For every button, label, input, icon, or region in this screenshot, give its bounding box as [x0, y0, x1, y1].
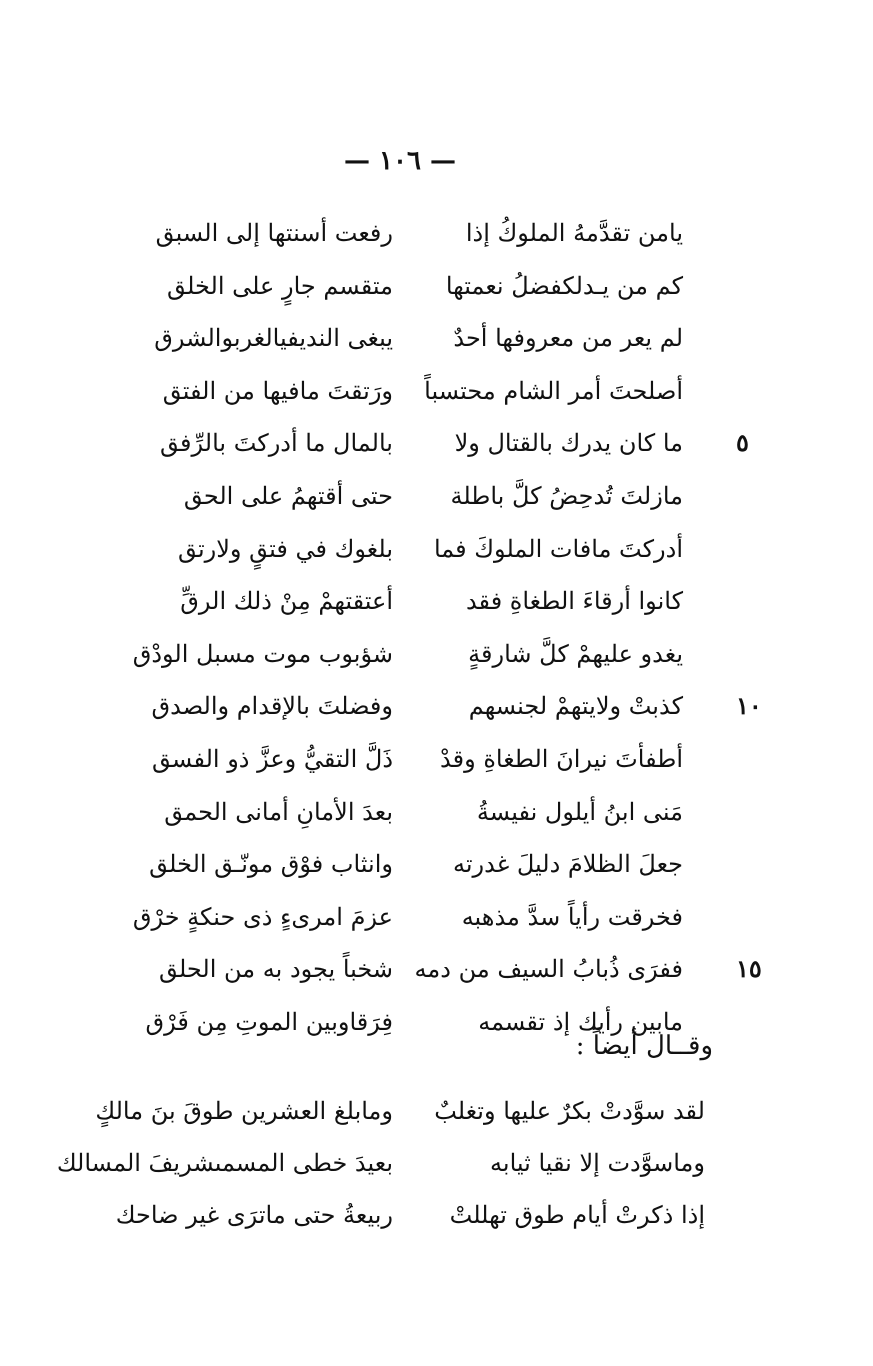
verse-second-hemistich: بالمال ما أدركتَ بالرِّفق — [160, 429, 393, 458]
verse-first-hemistich: مازلتَ تُدحِضُ كلَّ باطلة — [450, 482, 683, 510]
verse-second-hemistich: بعدَ الأمانِ أمانى الحمق — [164, 797, 393, 826]
verse-row — [0, 312, 873, 364]
verse-second-hemistich: فِرَقاوبين الموتِ مِن فَرْق — [145, 1008, 393, 1036]
verse-first-hemistich: أدركتَ مافات الملوكَ فما — [433, 534, 683, 563]
verse-first-hemistich: كانوا أرقاءَ الطغاةِ فقد — [465, 587, 683, 616]
verse-second-hemistich: رفعت أسنتها إلى السبق — [155, 219, 393, 247]
verse-second-hemistich: ذَلَّ التقيُّ وعزَّ ذو الفسق — [152, 745, 393, 773]
verse-row — [0, 680, 873, 732]
verse-first-hemistich: كم من يـدلكفضلُ نعمتها — [445, 271, 683, 300]
verse-row — [0, 1137, 873, 1189]
verse-second-hemistich: عزمَ امرىءٍ ذى حنكةٍ خرْق — [132, 902, 393, 931]
verse-second-hemistich: يبغى النديفيالغربوالشرق — [154, 324, 393, 353]
verse-first-hemistich: أصلحتَ أمر الشام محتسباً — [424, 376, 683, 405]
verse-second-hemistich: بعيدَ خطى المسمىشريفَ المسالك — [56, 1149, 393, 1177]
verse-row — [0, 417, 873, 469]
verse-second-hemistich: ومابلغ العشرين طوقَ بنَ مالكٍ — [95, 1097, 393, 1125]
verse-first-hemistich: إذا ذكرتْ أيام طوق تهللتْ — [449, 1201, 705, 1229]
verse-row — [0, 575, 873, 627]
verse-first-hemistich: لم يعر من معروفها أحدٌ — [453, 324, 683, 353]
verse-row — [0, 838, 873, 890]
verse-row — [0, 260, 873, 312]
verse-row — [0, 523, 873, 575]
verse-first-hemistich: مابين رأيك إذ تقسمه — [478, 1008, 683, 1036]
verse-first-hemistich: ففرَى ذُبابُ السيف من دمه — [414, 955, 683, 984]
verse-first-hemistich: يامن تقدَّمهُ الملوكُ إذا — [465, 219, 683, 247]
verse-line-number: ١٥ — [736, 954, 762, 984]
verse-first-hemistich: لقد سوَّدتْ بكرٌ عليها وتغلبٌ — [434, 1097, 705, 1125]
verse-row — [0, 891, 873, 943]
verse-second-hemistich: حتى أقتهمُ على الحق — [183, 482, 393, 510]
verse-row — [0, 943, 873, 995]
verse-second-hemistich: شؤبوب موت مسبل الودْق — [132, 639, 393, 668]
verse-row — [0, 365, 873, 417]
verse-first-hemistich: ما كان يدرك بالقتال ولا — [454, 429, 683, 458]
verse-first-hemistich: أطفأتَ نيرانَ الطغاةِ وقدْ — [440, 745, 683, 773]
verse-row — [0, 1085, 873, 1137]
verse-second-hemistich: أعتقتهمْ مِنْ ذلك الرقِّ — [180, 587, 393, 616]
verse-first-hemistich: فخرقت رأياً سدَّ مذهبه — [461, 902, 683, 931]
verse-line-number: ٥ — [736, 428, 749, 458]
verse-first-hemistich: كذبتْ ولايتهمْ لجنسهم — [468, 692, 683, 721]
section-title: وقــال أيضاً : — [575, 1031, 713, 1061]
verse-second-hemistich: متقسم جارٍ على الخلق — [167, 271, 393, 300]
verse-line-number: ١٠ — [736, 691, 762, 721]
verse-first-hemistich: جعلَ الظلامَ دليلَ غدرته — [452, 850, 683, 879]
verse-row — [0, 1189, 873, 1241]
verse-second-hemistich: ورَتقتَ مافيها من الفتق — [162, 376, 393, 405]
verse-row — [0, 628, 873, 680]
verse-second-hemistich: وانثاب فوْق مونّـق الخلق — [149, 850, 393, 879]
verse-row — [0, 786, 873, 838]
verse-second-hemistich: شخباً يجود به من الحلق — [158, 955, 393, 984]
verse-row — [0, 733, 873, 785]
page-number: — ١٠٦ — — [343, 146, 457, 176]
verse-row — [0, 207, 873, 259]
verse-second-hemistich: وفضلتَ بالإقدام والصدق — [151, 692, 393, 721]
verse-first-hemistich: مَنى ابنُ أيلول نفيسةُ — [476, 797, 683, 826]
verse-second-hemistich: ربيعةُ حتى ماترَى غير ضاحك — [115, 1201, 393, 1229]
verse-first-hemistich: يغدو عليهمْ كلَّ شارقةٍ — [468, 639, 683, 668]
verse-second-hemistich: بلغوك في فتقٍ ولارتق — [177, 534, 393, 563]
verse-row — [0, 996, 873, 1048]
verse-first-hemistich: وماسوَّدت إلا نقيا ثيابه — [490, 1149, 705, 1177]
verse-row — [0, 470, 873, 522]
